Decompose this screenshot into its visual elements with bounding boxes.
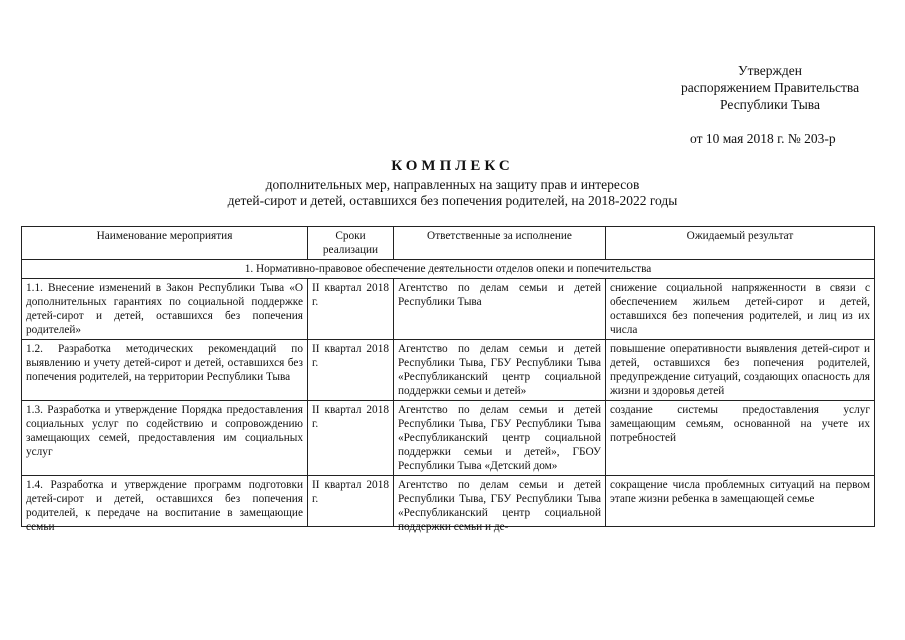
row-responsible: Агентство по делам семьи и детей Республики Тыва, ГБУ Республики Тыва «Республиканский центр социальной поддержки семьи и детей» (394, 340, 606, 401)
row-result: сокращение числа проблемных ситуаций на первом этапе жизни ребенка в замещающей семье (606, 476, 875, 527)
measures-table (21, 226, 875, 533)
row-responsible: Агентство по делам семьи и детей Республики Тыва, ГБУ Республики Тыва «Республиканский центр социальной поддержки семьи и детей», ГБОУ Республики Тыва «Детский дом» (394, 401, 606, 476)
approval-line-3: Республики Тыва (720, 97, 820, 112)
row-result: снижение социальной напряженности в связи с обеспечением жильем детей-сирот и детей, оставшихся без попечения родителей, и лиц из их числа (606, 279, 875, 340)
row-result: повышение оперативности выявления детей-сирот и детей, оставшихся без попечения родителей, предупреждение ситуаций, создающих опасность для жизни и здоровья детей (606, 340, 875, 401)
row-term: II квартал 2018 г. (308, 476, 394, 527)
row-responsible: Агентство по делам семьи и детей Республики Тыва (394, 279, 606, 340)
section-row (22, 260, 875, 279)
subtitle-line-1: дополнительных мер, направленных на защиту прав и интересов (265, 177, 640, 192)
section-title: 1. Нормативно-правовое обеспечение деятельности отделов опеки и попечительства (22, 260, 875, 279)
row-name: 1.4. Разработка и утверждение программ подготовки детей-сирот и детей, оставшихся без попечения родителей, к передаче на воспитание в замещающие семьи (22, 476, 308, 527)
table-row (22, 476, 875, 527)
approval-line-1: Утвержден (738, 63, 802, 78)
approval-line-2: распоряжением Правительства (680, 80, 860, 95)
header-term: Сроки реализации (308, 227, 394, 260)
row-name: 1.2. Разработка методических рекомендаций по выявлению и учету детей-сирот и детей, оставшихся без попечения родителей, на территории Республики Тыва (22, 340, 308, 401)
approval-date: от 10 мая 2018 г. № 203-р (690, 131, 836, 146)
header-result: Ожидаемый результат (606, 227, 875, 260)
row-term: II квартал 2018 г. (308, 340, 394, 401)
table-row (22, 279, 875, 340)
document-subtitle (0, 177, 905, 209)
document-title: КОМПЛЕКС (391, 158, 514, 174)
row-term: II квартал 2018 г. (308, 401, 394, 476)
table-row (22, 340, 875, 401)
approval-block (640, 62, 900, 113)
header-name: Наименование мероприятия (22, 227, 308, 260)
row-result: создание системы предоставления услуг замещающим семьям, основанной на учете их потребностей (606, 401, 875, 476)
header-responsible: Ответственные за исполнение (394, 227, 606, 260)
row-name: 1.1. Внесение изменений в Закон Республики Тыва «О дополнительных гарантиях по социальной поддержке детей-сирот и детей, оставшихся без попечения родителей» (22, 279, 308, 340)
row-name: 1.3. Разработка и утверждение Порядка предоставления социальных услуг по содействию и сопровождению замещающих семей, предоставления им социальных услуг (22, 401, 308, 476)
table-row (22, 401, 875, 476)
row-responsible: Агентство по делам семьи и детей Республики Тыва, ГБУ Республики Тыва «Республиканский центр социальной поддержки семьи и де- (394, 476, 606, 527)
row-term: II квартал 2018 г. (308, 279, 394, 340)
subtitle-line-2: детей-сирот и детей, оставшихся без попечения родителей, на 2018-2022 годы (227, 193, 678, 208)
table-header-row (22, 227, 875, 260)
